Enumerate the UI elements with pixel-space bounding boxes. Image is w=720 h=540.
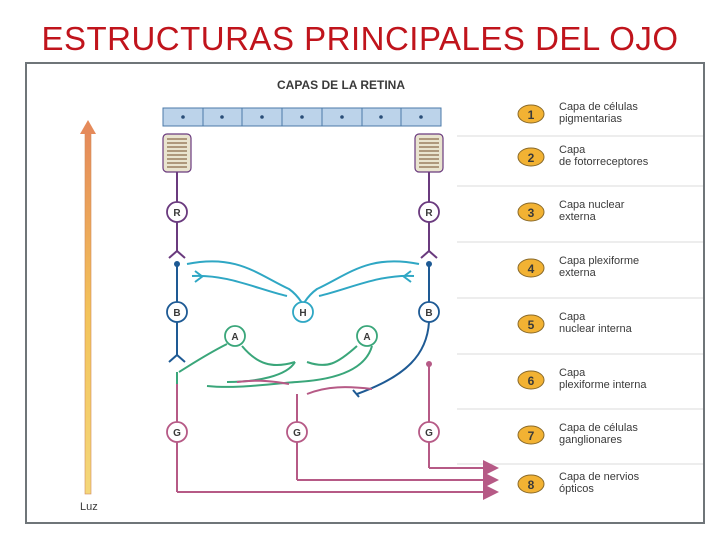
layer-item-5 [518, 311, 633, 335]
svg-text:plexiforme interna: plexiforme interna [559, 379, 647, 391]
receptor-cell-right [419, 202, 439, 222]
svg-text:G: G [293, 428, 301, 439]
layer-item-2 [518, 144, 649, 168]
svg-text:A: A [363, 332, 371, 343]
svg-text:Capa: Capa [559, 144, 586, 156]
svg-text:de fotorreceptores: de fotorreceptores [559, 156, 649, 168]
amacrine-processes [177, 344, 372, 387]
receptor-axons [169, 172, 437, 258]
svg-text:R: R [425, 208, 433, 219]
svg-text:1: 1 [527, 108, 535, 122]
svg-text:R: R [173, 208, 181, 219]
svg-text:externa: externa [559, 211, 596, 223]
svg-text:2: 2 [527, 151, 535, 165]
light-arrow [80, 120, 96, 494]
svg-text:Capa plexiforme: Capa plexiforme [559, 255, 640, 267]
figure-heading: CAPAS DE LA RETINA [277, 78, 406, 92]
svg-text:7: 7 [527, 429, 535, 443]
ganglion-cell-left [167, 422, 187, 442]
layer-item-3 [518, 199, 625, 223]
svg-text:B: B [173, 308, 181, 319]
slide-title: ESTRUCTURAS PRINCIPALES DEL OJO [41, 20, 679, 57]
retina-diagram [27, 64, 703, 522]
svg-text:5: 5 [527, 318, 535, 332]
layer-item-8 [518, 471, 640, 495]
ganglion-axons [177, 364, 497, 492]
bipolar-processes [169, 264, 429, 397]
light-label: Luz [80, 501, 98, 513]
svg-text:Capa: Capa [559, 367, 586, 379]
svg-text:3: 3 [527, 206, 535, 220]
layer-item-4 [518, 255, 639, 279]
ganglion-cell-right [419, 422, 439, 442]
svg-text:pigmentarias: pigmentarias [559, 113, 622, 125]
amacrine-cell-left [225, 326, 245, 346]
layer-item-1 [518, 101, 638, 125]
svg-text:ópticos: ópticos [559, 483, 594, 495]
svg-text:8: 8 [527, 478, 535, 492]
ganglion-cell-center [287, 422, 307, 442]
svg-text:externa: externa [559, 267, 596, 279]
svg-text:B: B [425, 308, 433, 319]
photoreceptor-right [415, 134, 443, 172]
bipolar-cell-left [167, 302, 187, 322]
layer-item-6 [518, 367, 647, 391]
svg-text:Capa: Capa [559, 311, 586, 323]
bipolar-cell-right [419, 302, 439, 322]
svg-text:ganglionares: ganglionares [559, 434, 622, 446]
svg-text:G: G [173, 428, 181, 439]
svg-text:A: A [231, 332, 239, 343]
svg-text:Capa de nervios: Capa de nervios [559, 471, 640, 483]
svg-text:Capa nuclear: Capa nuclear [559, 199, 625, 211]
photoreceptor-left [163, 134, 191, 172]
horizontal-cell [293, 302, 313, 322]
layer-dividers [457, 136, 703, 464]
pigment-cell-row [163, 108, 441, 126]
layer-item-7 [518, 422, 638, 446]
svg-text:4: 4 [527, 262, 535, 276]
svg-text:nuclear interna: nuclear interna [559, 323, 632, 335]
receptor-cell-left [167, 202, 187, 222]
svg-text:Capa de células: Capa de células [559, 422, 638, 434]
svg-text:6: 6 [527, 374, 535, 388]
svg-text:Capa de células: Capa de células [559, 101, 638, 113]
horizontal-cell-processes [187, 261, 419, 304]
svg-text:G: G [425, 428, 433, 439]
retina-layers-figure [25, 62, 705, 524]
amacrine-cell-right [357, 326, 377, 346]
svg-text:H: H [299, 308, 307, 319]
